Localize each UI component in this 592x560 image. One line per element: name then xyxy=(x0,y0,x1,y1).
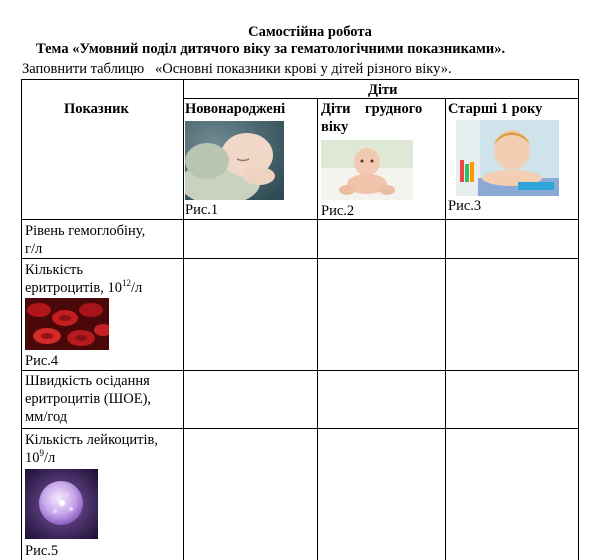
row-label-hemoglobin xyxy=(25,222,145,258)
row-label-line: Кількість лейкоцитів, xyxy=(25,432,158,448)
worksheet-title: Самостійна робота xyxy=(248,24,372,40)
figure-caption: Рис.2 xyxy=(321,203,355,219)
row-label-unit: /л xyxy=(130,280,143,296)
row-label-erythrocytes xyxy=(25,261,142,297)
figure-caption: Рис.5 xyxy=(25,543,59,559)
column-header-infants-line1: Діти грудного xyxy=(321,101,423,117)
table-rule xyxy=(22,428,578,429)
row-label-esr xyxy=(25,372,151,426)
table-rule xyxy=(445,98,446,560)
table-rule xyxy=(22,219,578,220)
erythrocytes-photo xyxy=(25,298,109,350)
row-label-exponent: 12 xyxy=(121,278,131,289)
row-label-line: мм/год xyxy=(25,409,68,425)
column-header-older-than-one: Старші 1 року xyxy=(448,101,543,117)
worksheet-instruction: Заповнити таблицю «Основні показники крові у дітей різного віку». xyxy=(22,61,452,77)
row-label-text: еритроцитів, 10 xyxy=(25,280,122,296)
figure-caption: Рис.4 xyxy=(25,353,59,369)
row-label-line: еритроцитів (ШОЕ), xyxy=(25,391,152,407)
table-rule xyxy=(22,258,578,259)
row-label-line: г/л xyxy=(25,241,43,257)
indicator-column-header: Показник xyxy=(64,101,129,117)
row-label-exponent: 9 xyxy=(39,448,44,459)
worksheet-theme: Тема «Умовний поділ дитячого віку за гематологічними показниками». xyxy=(36,41,506,57)
older-child-photo xyxy=(456,120,559,196)
row-label-line: Швидкість осідання xyxy=(25,373,150,389)
row-label-line: Рівень гемоглобіну, xyxy=(25,223,146,239)
table-rule xyxy=(183,80,184,560)
figure-caption: Рис.3 xyxy=(448,198,482,214)
newborn-photo xyxy=(185,121,284,200)
blood-indicators-table xyxy=(21,79,579,560)
row-label-line xyxy=(25,279,142,297)
leukocyte-photo xyxy=(25,469,98,539)
row-label-leukocytes xyxy=(25,431,158,467)
children-column-header: Діти xyxy=(368,82,398,98)
table-rule xyxy=(22,370,578,371)
column-header-infants xyxy=(321,100,422,136)
infant-photo xyxy=(321,140,413,200)
row-label-line: Кількість xyxy=(25,262,84,278)
column-header-newborns: Новонароджені xyxy=(185,101,286,117)
figure-caption: Рис.1 xyxy=(185,202,219,218)
column-header-infants-line2: віку xyxy=(321,119,349,135)
row-label-line xyxy=(25,449,158,467)
row-label-unit: /л xyxy=(44,450,56,466)
row-label-text: 10 xyxy=(25,450,40,466)
table-rule xyxy=(317,98,318,560)
